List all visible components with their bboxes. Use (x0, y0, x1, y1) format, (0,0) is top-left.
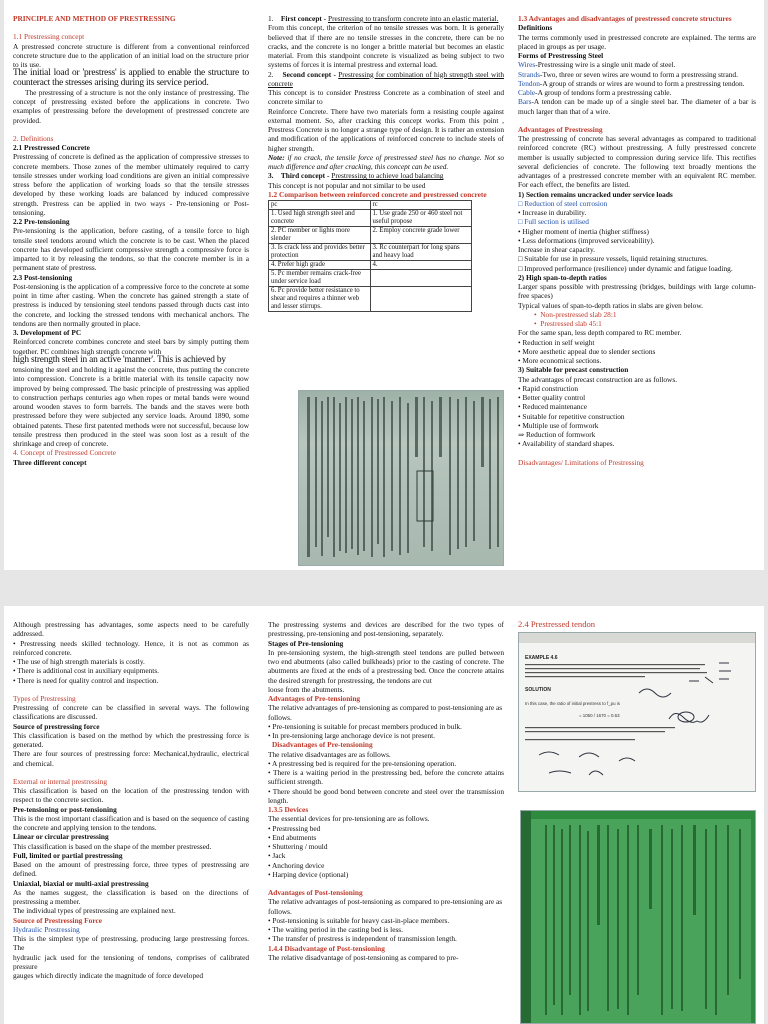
subsection-heading: 1.3.5 Devices (268, 805, 309, 814)
section-heading: 2.4 Prestressed tendon (518, 619, 596, 629)
paragraph: As the names suggest, the classification is based on the directions of prestressing a member. (13, 887, 249, 906)
section-heading: 4. Concept of Prestressed Concrete (13, 448, 116, 458)
paragraph: In pre-tensioning system, the high-strength steel tendons are pulled between two end abutments (also called bulkheads) prior to the casting of concrete. The abutments are fixed at the ends of a prestressing bed. Once the concrete attains the desired strength for prestressing, the tendons are cut (268, 647, 504, 685)
paragraph: loose from the abutments. (268, 684, 345, 694)
list-item: • There should be good bond between concrete and steel over the transmission length. (268, 786, 504, 805)
subsection-heading: 3) Suitable for precast construction (518, 365, 629, 375)
term: Cable (518, 88, 536, 97)
example-title: EXAMPLE 4.6 (525, 655, 558, 661)
subsection-heading: Full, limited or partial prestressing (13, 850, 123, 860)
paragraph: Reinforced concrete combines concrete and steel bars by simply putting them together. PC combines high strength concrete with (13, 337, 249, 356)
document-title: PRINCIPLE AND METHOD OF PRESTRESSING (13, 14, 176, 23)
devices-list (268, 824, 504, 880)
definition-tendon (518, 79, 756, 88)
textbook-page-photo-green-graphic (521, 811, 756, 1024)
paragraph: From this concept, the criterion of no tensile stresses was born. It is generally believed that if there are no tensile stresses in the concrete, there can be no cracks, and the concrete is no longer a brittle material but becomes an elastic material. From this standpoint concrete is visualized as being subject to two systems of forces it is internal prestress and external load. (268, 23, 504, 70)
concept-title: Prestressing to transform concrete into an elastic material. (327, 14, 499, 23)
table-row (269, 287, 472, 312)
list-item: • Rapid construction (518, 383, 579, 393)
concept-3 (268, 171, 504, 180)
subsection-heading: Advantages of Pre-tensioning (268, 694, 361, 703)
list-item: • There is need for quality control and inspection. (13, 675, 159, 685)
paragraph-handwritten-style: high strength steel in an active 'manner'. This is achieved by (13, 354, 226, 365)
section-heading: 1.3 Advantages and disadvantages of prestressed concrete structures (518, 14, 732, 23)
paragraph: Prestressing of concrete can be classified in several ways. The following classifications are discussed. (13, 703, 249, 722)
definition: -A group of tendons form a prestressing cable. (535, 88, 672, 97)
table-cell: 5. Pc member remains crack-free under service load (269, 270, 371, 287)
table-cell (370, 270, 472, 287)
list-item: □ Improved performance (resilience) under dynamic and fatigue loading. (518, 263, 733, 273)
table-cell: 4. (370, 261, 472, 270)
subsection-heading: Stages of Pre-tensioning (268, 638, 344, 648)
paragraph: Reinforce Concrete. There have two materials form a resisting couple against external moment. So, after cracking this concept works. From this point , Prestress Concrete is no longer a strange type of design. It is rather an extension and modification of the applications of reinforced concrete to include steels of higher strength. (268, 106, 504, 153)
paragraph: This classification is based on the method by which the prestressing force is generated. (13, 730, 249, 749)
table-cell: 2. Employ concrete grade lower (370, 227, 472, 244)
solution-label: SOLUTION (525, 687, 551, 693)
paragraph: The terms commonly used in prestressed concrete are explained. The terms are placed in groups as per usage. (518, 32, 756, 51)
list-item: • Multiple use of formwork (518, 420, 599, 430)
table-cell: 1. Use grade 250 or 460 steel not useful propose (370, 210, 472, 227)
list-item: • Shuttering / mould (268, 842, 328, 851)
paragraph: The relative disadvantages are as follows. (268, 749, 391, 759)
list-item: • The use of high strength materials is costly. (13, 657, 145, 666)
subsection-heading: Uniaxial, biaxial or multi-axial prestressing (13, 878, 149, 888)
concept-label: First concept - (280, 14, 327, 23)
table-cell: 1. Used high strength steel and concrete (269, 210, 371, 227)
worked-example-graphic (519, 633, 756, 792)
list-item: • Prestressing needs skilled technology. Hence, it is not as common as reinforced concrete. (13, 638, 249, 657)
paragraph-handwritten-style: The initial load or 'prestress' is applied to enable the structure to counteract the stresses arising during its service period. (13, 68, 249, 88)
table-row (269, 210, 472, 227)
paragraph: This concept is not popular and not similar to be used (268, 180, 426, 190)
paragraph: This classification is based on the shape of the member prestressed. (13, 841, 212, 851)
list-item: • Harping device (optional) (268, 869, 349, 879)
page1-column-2 (268, 14, 504, 312)
section-heading: Types of Prestressing (13, 693, 76, 703)
paragraph: The prestressing systems and devices are described for the two types of prestressing, pre-tensioning and post-tensioning, separately. (268, 620, 504, 639)
list-item: • Jack (268, 851, 286, 861)
posttension-advantages-list (268, 916, 504, 944)
list-item: • Increase in durability. (518, 208, 587, 217)
document-page-1 (4, 0, 764, 570)
paragraph: The prestressing of a structure is not the only instance of prestressing. The concept of prestressing existed before the applications in concrete. Two examples of prestressing before the development of prestressed concrete are provided. (13, 87, 249, 125)
definition: -Prestressing wire is a single unit made of steel. (535, 60, 676, 70)
paragraph: tensioning the steel and holding it against the concrete, thus putting the concrete into compression. Concrete is a brittle material with its tensile capacity now improved by being compressed. The basic principle of prestressing was applied to construction perhaps centuries ago when ropes or metal bands were wound around wooden staves to form barrels. The bands and the staves were both prestressed before they were subjected any service loads. Around 1890, some obtained patents. These first patented methods were not successful, because low tensile prestress then produced in the steel was soon lost as a result of the shrinkage and creep of concrete. (13, 365, 249, 448)
section-heading: Advantages of Prestressing (518, 124, 603, 134)
concept-title: Prestressing for combination of high strength steel with concrete (268, 69, 504, 88)
paragraph: This is the most important classification and is based on the sequence of casting the concrete and applying tension to the tendons. (13, 813, 249, 832)
subsection-heading: 2.1 Prestressed Concrete (13, 143, 90, 152)
paragraph: This classification is based on the location of the prestressing tendon with respect to the concrete section. (13, 786, 249, 805)
subsection-heading: 2.3 Post-tensioning (13, 272, 73, 282)
definition: -A tendon can be made up of a single steel bar. The diameter of a bar is much larger than that of a wire. (518, 97, 756, 116)
concept-2 (268, 70, 504, 89)
concept-title: Prestressing to achieve load balancing (331, 171, 444, 181)
subsection-heading: Disadvantages of Pre-tensioning (272, 740, 373, 750)
subsection-heading: 1) Section remains uncracked under service loads (518, 189, 673, 199)
paragraph: This is the simplest type of prestressing, producing large prestressing forces. The (13, 934, 249, 953)
definition-strands (518, 70, 756, 79)
paragraph: Based on the amount of prestressing force, three types of prestressing are defined. (13, 860, 249, 879)
paragraph: follows. (268, 712, 292, 722)
subsection-heading: Linear or circular prestressing (13, 832, 109, 842)
section-heading: 1.1 Prestressing concept (13, 32, 85, 42)
concept-label: Third concept - (280, 171, 330, 181)
subsection-heading: Advantages of Post-tensioning (268, 888, 363, 897)
considerations-list (13, 639, 249, 685)
list-item: • Prestressed slab 45:1 (534, 319, 602, 328)
list-item: • Prestressing bed (268, 823, 321, 833)
advantages-list-2 (518, 338, 756, 366)
list-item: • End abutments (268, 832, 317, 842)
section-heading: External or internal prestressing (13, 776, 108, 786)
list-item-text: Non-prestressed slab 28:1 (540, 309, 617, 319)
concept-label: Second concept - (282, 69, 336, 79)
list-item: • Non-prestressed slab 28:1 (534, 309, 617, 319)
subsection-heading: 1.4.4 Disadvantage of Post-tensioning (268, 943, 385, 953)
section-heading: Disadvantages/ Limitations of Prestressing (518, 457, 644, 467)
list-item: • Higher moment of inertia (higher stiffness) (518, 226, 649, 236)
list-item: • There is additional cost in auxiliary equipments. (13, 666, 160, 676)
note-text: if no crack, the tensile force of prestressed steel has no change. Not so much difference and after cracking, this concept can be used. (268, 152, 504, 171)
list-number: 1. (268, 14, 274, 23)
paragraph: Pre-tensioning is the application, before casting, of a tensile force to high tensile steel tendons around which the concrete is to be cast. When the placed concrete has developed sufficient compressive strength a compressive force is imparted to it by releasing the tendons, so that the concrete member is in a permanent state of prestress. (13, 226, 249, 273)
table-row (269, 270, 472, 287)
paragraph: The relative disadvantage of post-tensioning as compared to pre- (268, 952, 459, 962)
subsection-heading: Hydraulic Prestressing (13, 924, 80, 934)
list-item: • Reduced maintenance (518, 402, 588, 412)
list-item-text: Prestressed slab 45:1 (540, 319, 602, 328)
list-item: • A prestressing bed is required for the pre-tensioning operation. (268, 758, 457, 768)
subsection-heading: Definitions (518, 23, 553, 33)
list-item: • The waiting period in the casting bed is less. (268, 925, 404, 934)
list-item: • Better quality control (518, 393, 586, 402)
list-item: • More economical sections. (518, 356, 602, 365)
table-header-row (269, 201, 472, 210)
paragraph: The prestressing of concrete has several advantages as compared to traditional reinforced concrete (RC) without prestressing. A fully prestressed concrete member is usually subjected to compression during service life. This rectifies several deficiencies of concrete. The following text broadly mentions the advantages of a prestressed concrete member with an equivalent RC member. For each effect, the benefits are listed. (518, 134, 756, 190)
subsection-heading: Forms of Prestressing Steel (518, 51, 604, 60)
definition-cable (518, 88, 756, 97)
table-header-cell: pc (269, 201, 371, 210)
note-label: Note: (268, 152, 285, 162)
table-row (269, 261, 472, 270)
paragraph: follows. (268, 906, 292, 916)
table-cell: 2. PC member or lights more slender (269, 227, 371, 244)
paragraph: The advantages of precast construction are as follows. (518, 374, 678, 384)
list-item: • Anchoring device (268, 860, 325, 870)
definition: -Two, three or seven wires are wound to form a prestressing strand. (540, 69, 738, 79)
section-heading: 2. Definitions (13, 133, 54, 143)
paragraph: Post-tensioning is the application of a compressive force to the concrete at some point in time after casting. When the concrete has gained strength a state of prestress is induced by tensioning steel tendons passed through ducts cast into the concrete, and locking the stressed tendons with mechanical anchors. The tendons are then normally grouted in place. (13, 281, 249, 328)
table-cell: 6. Pc provide better resistance to shear and requires a thinner web and lesser stirrups. (269, 287, 371, 312)
pretension-disadvantages-list (268, 759, 504, 805)
subsection-heading: 2) High span-to-depth ratios (518, 272, 607, 282)
list-item: • Post-tensioning is suitable for heavy cast-in-place members. (268, 915, 450, 925)
table-cell: 4. Prefer high grade (269, 261, 371, 270)
paragraph: Prestressing of concrete is defined as the application of compressive stresses to concrete members. Those zones of the member ultimately required to carry tensile stresses under working load conditions are given an initial compressive stress before the application of working loads so that the tensile stresses developed by these working loads are balanced by induced compressive strength. Prestress can be applied in two ways - Pre-tensioning or Post-tensioning. (13, 152, 249, 217)
page2-column-3 (518, 620, 756, 629)
list-item: • Availability of standard shapes. (518, 439, 615, 449)
table-cell: 3. Is crack less and provides better protection (269, 244, 371, 261)
section-heading: 1.2 Comparison between reinforced concrete and prestressed concrete (268, 189, 487, 199)
paragraph: A prestressed concrete structure is different from a conventional reinforced concrete structure due to the application of an initial load on the structure prior to its use. (13, 41, 249, 69)
page2-column-1 (13, 620, 249, 980)
definition: -A group of strands or wires are wound to form a prestressing tendon. (539, 78, 745, 88)
paragraph: Although prestressing has advantages, some aspects need to be carefully addressed. (13, 620, 249, 639)
table-cell: 3. Rc counterpart for long spans and heavy load (370, 244, 472, 261)
textbook-page-photo-graphic (299, 391, 504, 566)
page2-column-2 (268, 620, 504, 962)
definition-wires (518, 60, 756, 69)
section-heading: Source of Prestressing Force (13, 915, 102, 925)
span-ratio-list (518, 310, 756, 329)
worked-example-photo (518, 632, 756, 792)
subsection-heading: Pre-tensioning or post-tensioning (13, 804, 117, 814)
paragraph: The essential devices for pre-tensioning are as follows. (268, 814, 430, 824)
document-page-2 (4, 606, 764, 1024)
example-line: In this case, the ratio of initial prestress to f_pu is (525, 701, 620, 706)
concept-1 (268, 14, 504, 23)
subsection-heading: 3. Development of PC (13, 328, 82, 337)
list-item: • More aesthetic appeal due to slender sections (518, 346, 656, 356)
comparison-table (268, 200, 472, 312)
paragraph: For the same span, less depth compared to RC member. (518, 328, 682, 338)
subsection-heading: Three different concept (13, 457, 87, 467)
note (268, 153, 504, 172)
paragraph: The relative advantages of pre-tensioning as compared to post-tensioning are as (268, 703, 503, 713)
list-item: • Less deformations (improved serviceability). (518, 235, 655, 245)
list-item: • The transfer of prestress is independent of transmission length. (268, 934, 457, 944)
list-item: Increase in shear capacity. (518, 245, 595, 254)
advantages-list-3 (518, 384, 756, 449)
subsection-heading: Source of prestressing force (13, 721, 100, 731)
definition-bars (518, 97, 756, 116)
table-cell (370, 287, 472, 312)
paragraph: gauges which directly indicate the magnitude of force developed (13, 971, 204, 980)
term: Strands (518, 69, 541, 79)
list-item: • Pre-tensioning is suitable for precast members produced in bulk. (268, 721, 462, 731)
paragraph: hydraulic jack used for the tensioning of tendons, comprises of calibrated pressure (13, 952, 249, 971)
term: Tendon (518, 78, 540, 88)
example-fraction: = 1050 / 1670 = 0.63 (579, 713, 620, 718)
term: Wires (518, 60, 536, 70)
list-number: 2. (268, 69, 274, 79)
paragraph: This concept is to consider Prestress Concrete as a combination of steel and concrete similar to (268, 88, 504, 107)
list-item: □ Reduction of steel corrosion (518, 198, 608, 208)
table-row (269, 244, 472, 261)
list-item: • There is a waiting period in the prestressing bed, before the concrete attains sufficient strength. (268, 768, 504, 787)
paragraph: The relative advantages of post-tensioning as compared to pre-tensioning are as (268, 897, 503, 907)
list-item: □ Suitable for use in pressure vessels, liquid retaining structures. (518, 254, 708, 264)
paragraph: There are four sources of prestressing force: Mechanical,hydraulic, electrical and chemical. (13, 749, 249, 768)
list-item: • Reduction in self weight (518, 337, 595, 347)
table-row (269, 227, 472, 244)
list-item: • In pre-tensioning large anchorage device is not present. (268, 731, 435, 740)
page1-column-3 (518, 14, 756, 467)
pretension-advantages-list (268, 722, 504, 741)
list-item: □ Full section is utilised (518, 217, 589, 227)
subsection-heading: 2.2 Pre-tensioning (13, 217, 70, 226)
advantages-list-1 (518, 199, 756, 273)
list-number: 3. (268, 171, 274, 181)
paragraph: Larger spans possible with prestressing (bridges, buildings with large column-free spaces) (518, 282, 756, 301)
page1-column-1 (13, 14, 249, 467)
textbook-page-photo (298, 390, 504, 566)
paragraph: The individual types of prestressing are explained next. (13, 906, 176, 916)
list-item: • Suitable for repetitive construction (518, 411, 625, 421)
textbook-page-photo-green (520, 810, 756, 1024)
term: Bars (518, 97, 532, 107)
list-item: ⇒ Reduction of formwork (518, 430, 596, 439)
table-header-cell: rc (370, 201, 472, 210)
paragraph: Typical values of span-to-depth ratios in slabs are given below. (518, 300, 703, 310)
